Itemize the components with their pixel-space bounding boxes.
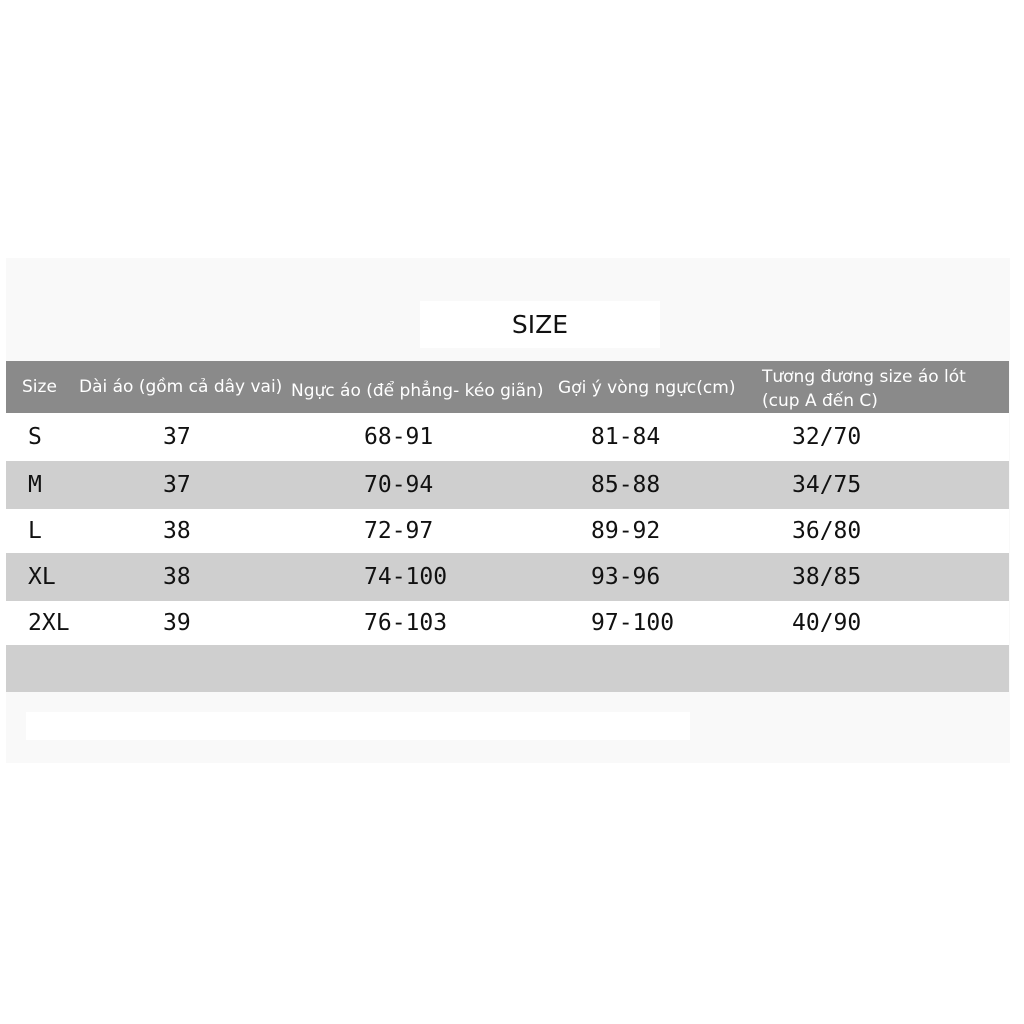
cell-bra-size: 36/80	[792, 518, 862, 544]
faded-note-area	[26, 712, 690, 740]
cell-bra-size: 32/70	[792, 424, 862, 450]
table-row	[6, 509, 1009, 553]
header-bra-size: Tương đương size áo lót (cup A đến C)	[762, 367, 966, 411]
cell-chest: 68-91	[364, 424, 434, 450]
cell-chest: 72-97	[364, 518, 434, 544]
cell-bra-size: 34/75	[792, 472, 862, 498]
table-footer-row	[6, 645, 1009, 692]
cell-bust: 85-88	[591, 472, 661, 498]
cell-size: S	[28, 424, 42, 450]
cell-bra-size: 38/85	[792, 564, 862, 590]
table-row	[6, 461, 1009, 509]
cell-length: 37	[163, 472, 191, 498]
size-chart-title: SIZE	[420, 301, 660, 348]
cell-length: 38	[163, 564, 191, 590]
table-row	[6, 601, 1009, 645]
cell-length: 37	[163, 424, 191, 450]
header-size: Size	[22, 377, 57, 397]
cell-bust: 89-92	[591, 518, 661, 544]
table-row	[6, 413, 1009, 461]
cell-chest: 70-94	[364, 472, 434, 498]
header-chest: Ngực áo (để phẳng- kéo giãn)	[291, 381, 544, 401]
cell-size: M	[28, 472, 42, 498]
cell-size: L	[28, 518, 42, 544]
cell-length: 39	[163, 610, 191, 636]
cell-bra-size: 40/90	[792, 610, 862, 636]
cell-size: XL	[28, 564, 56, 590]
table-row	[6, 553, 1009, 601]
header-bust-suggestion: Gợi ý vòng ngực(cm)	[558, 378, 736, 398]
cell-bust: 93-96	[591, 564, 661, 590]
cell-bust: 81-84	[591, 424, 661, 450]
cell-chest: 74-100	[364, 564, 448, 590]
cell-size: 2XL	[28, 610, 70, 636]
header-length: Dài áo (gồm cả dây vai)	[79, 377, 283, 397]
table-header	[6, 361, 1009, 413]
cell-length: 38	[163, 518, 191, 544]
cell-chest: 76-103	[364, 610, 448, 636]
cell-bust: 97-100	[591, 610, 675, 636]
